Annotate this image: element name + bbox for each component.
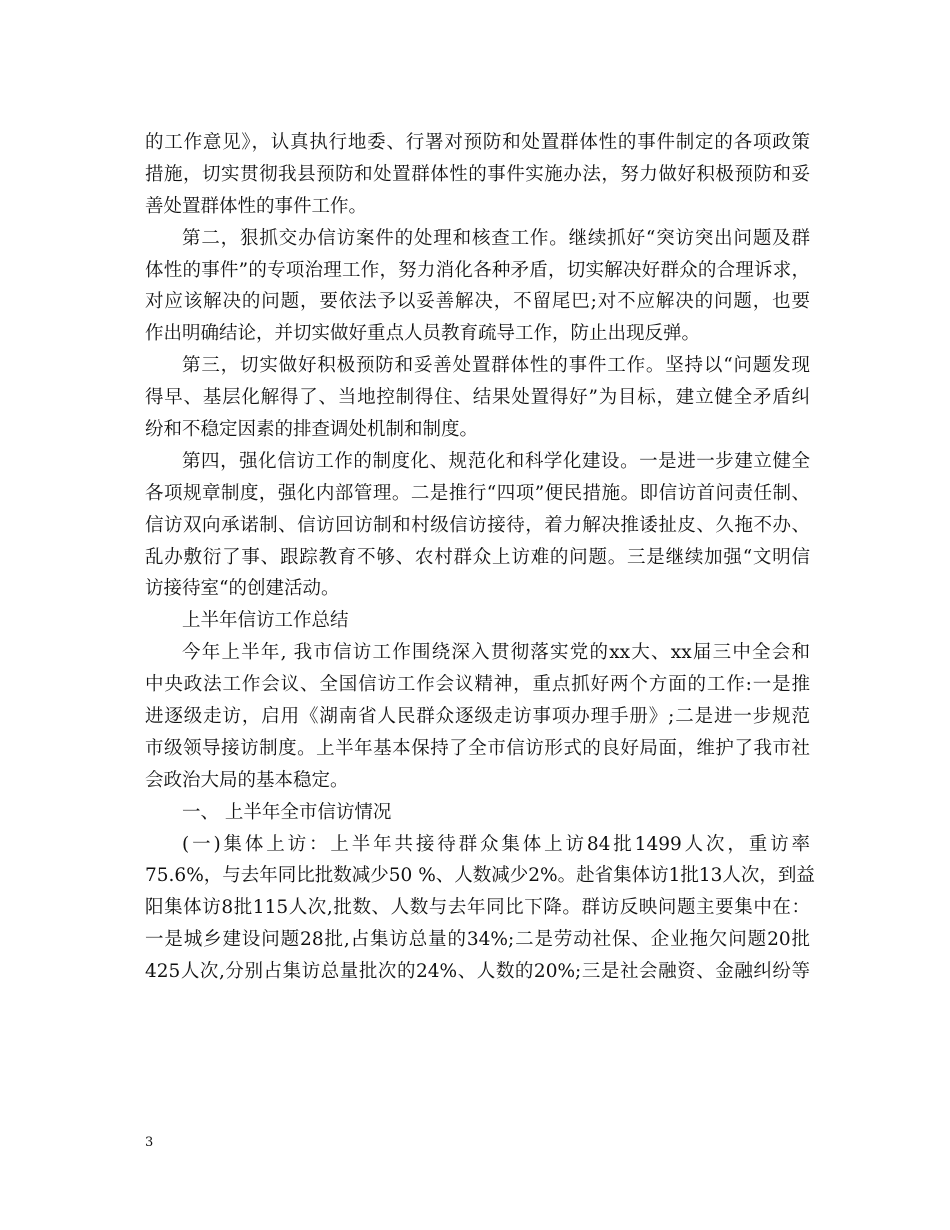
page-number: 3 <box>145 1135 154 1150</box>
text-line: (一)集体上访：上半年共接待群众集体上访84批1499人次，重访率 <box>182 833 810 855</box>
text-line: 纷和不稳定因素的排查调处机制和制度。 <box>145 419 479 441</box>
text-line: 的工作意见》，认真执行地委、行署对预防和处置群体性的事件制定的各项政策 <box>145 132 810 153</box>
text-line: 第三，切实做好积极预防和妥善处置群体性的事件工作。坚持以“问题发现 <box>182 355 810 377</box>
text-line: 体性的事件”的专项治理工作，努力消化各种矛盾，切实解决好群众的合理诉求， <box>145 259 810 281</box>
document-body <box>145 127 815 988</box>
text-line: 访接待室“的创建活动。 <box>145 578 340 600</box>
text-line: 中央政法工作会议、全国信访工作会议精神，重点抓好两个方面的工作:一是推 <box>145 674 810 696</box>
text-line: 一是城乡建设问题28批,占集访总量的34%;二是劳动社保、企业拖欠问题20批 <box>145 929 810 951</box>
text-line: 上半年信访工作总结 <box>182 610 349 632</box>
text-line: 会政治大局的基本稳定。 <box>145 769 349 791</box>
text-line: 阳集体访8批115人次,批数、人数与去年同比下降。群访反映问题主要集中在： <box>145 897 810 919</box>
text-line: 进逐级走访，启用《湖南省人民群众逐级走访事项办理手册》;二是进一步规范 <box>145 706 810 728</box>
text-line: 一、 上半年全市信访情况 <box>182 801 392 823</box>
text-line: 作出明确结论，并切实做好重点人员教育疏导工作，防止出现反弹。 <box>145 323 701 345</box>
text-line: 得早、基层化解得了、当地控制得住、结果处置得好”为目标，建立健全矛盾纠 <box>145 387 810 409</box>
text-line: 市级领导接访制度。上半年基本保持了全市信访形式的良好局面，维护了我市社 <box>145 737 810 759</box>
text-line: 第二，狠抓交办信访案件的处理和核查工作。继续抓好“突访突出问题及群 <box>182 227 810 249</box>
text-line: 各项规章制度，强化内部管理。二是推行“四项”便民措施。即信访首问责任制、 <box>145 482 810 504</box>
text-line: 措施，切实贯彻我县预防和处置群体性的事件实施办法，努力做好积极预防和妥 <box>145 163 810 185</box>
text-line: 75.6%，与去年同比批数减少50 %、人数减少2%。赴省集体访1批13人次，到益 <box>145 865 815 887</box>
text-line: 善处置群体性的事件工作。 <box>145 195 368 217</box>
text-line: 425人次,分别占集访总量批次的24%、人数的20%;三是社会融资、金融纠纷等 <box>145 961 810 983</box>
text-line: 信访双向承诺制、信访回访制和村级信访接待，着力解决推诿扯皮、久拖不办、 <box>145 514 810 536</box>
text-line: 第四，强化信访工作的制度化、规范化和科学化建设。一是进一步建立健全 <box>182 450 810 472</box>
text-line: 今年上半年, 我市信访工作围绕深入贯彻落实党的xx大、xx届三中全会和 <box>182 642 810 664</box>
text-line: 对应该解决的问题，要依法予以妥善解决，不留尾巴;对不应解决的问题，也要 <box>145 291 810 313</box>
text-line: 乱办敷衍了事、跟踪教育不够、农村群众上访难的问题。三是继续加强“文明信 <box>145 546 810 568</box>
